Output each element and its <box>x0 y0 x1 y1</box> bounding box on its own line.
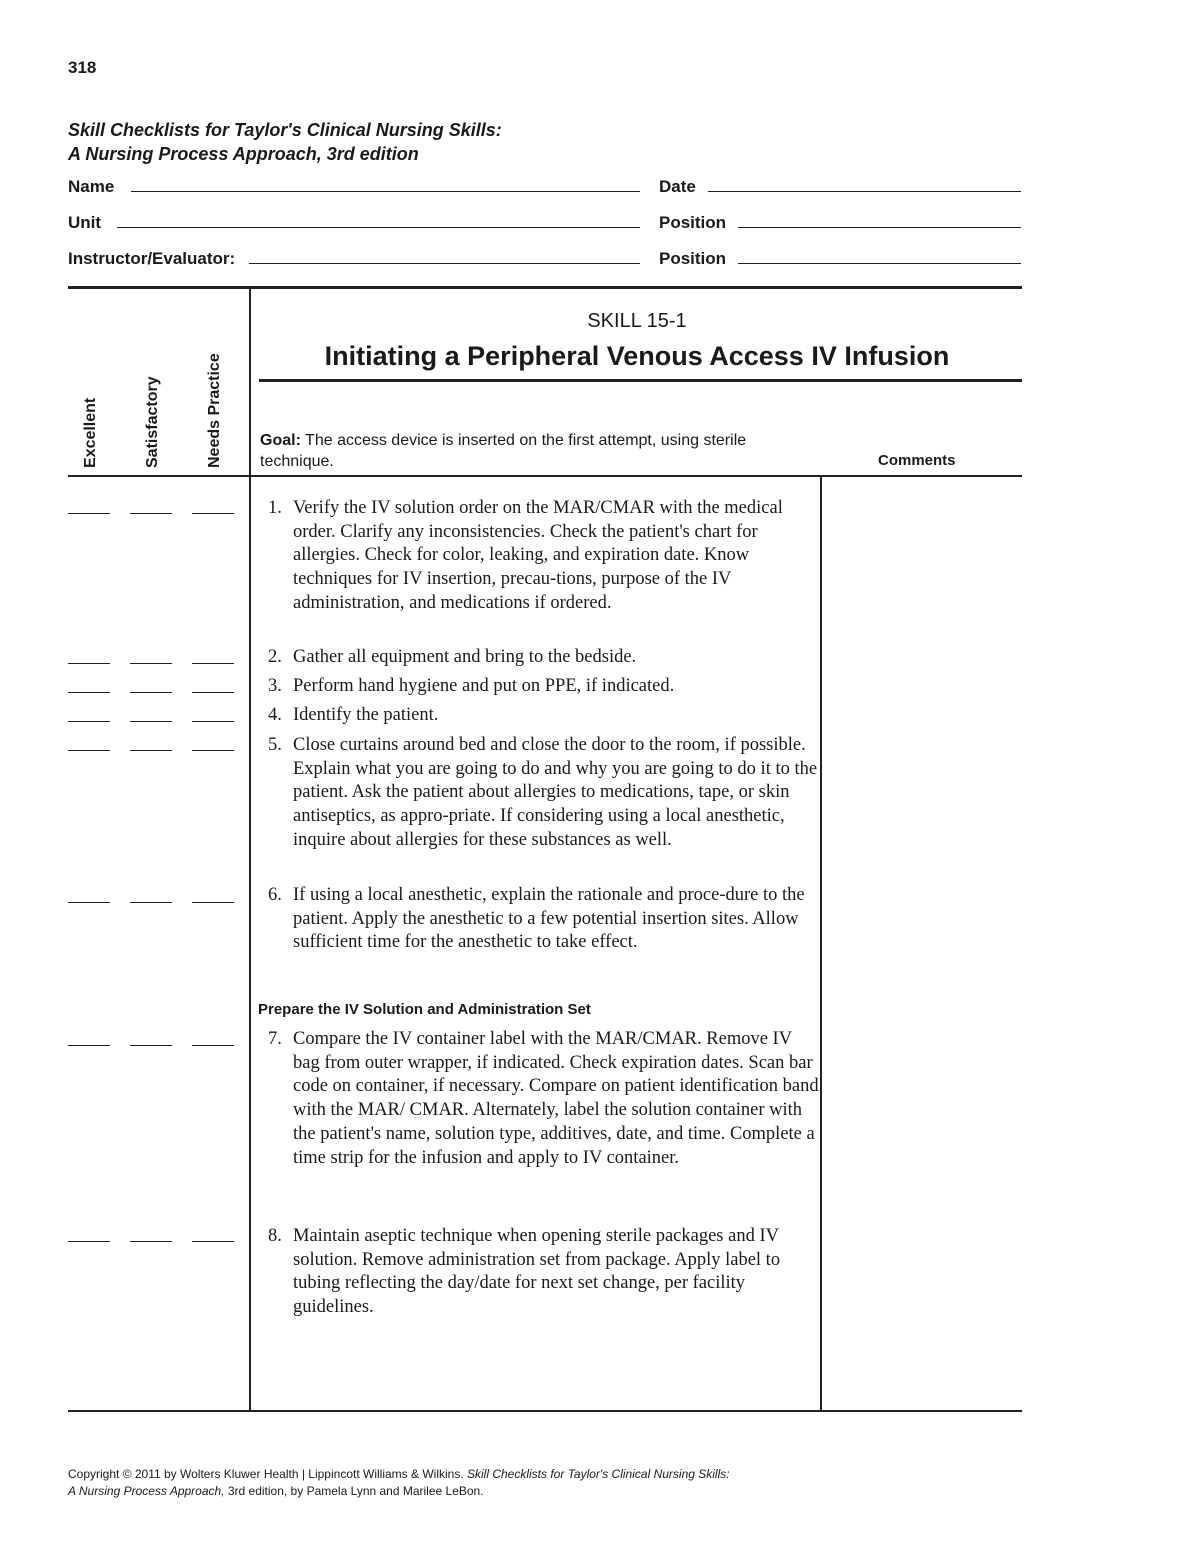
rating-blank-excellent[interactable] <box>68 721 110 722</box>
step-text: Verify the IV solution order on the MAR/CMAR with the medical order. Clarify any inconsistencies. Check the patient's chart for allergies. Check for color, leaking, and expiration date. Know techniques for IV insertion, precau-tions, purpose of the IV administration, and medications if ordered. <box>293 498 783 613</box>
rating-blank-satisfactory[interactable] <box>130 721 172 722</box>
step-4 <box>268 704 820 728</box>
position-label-1: Position <box>659 213 727 232</box>
copyright-book-title: Skill Checklists for Taylor's Clinical Nursing Skills: <box>467 1467 730 1481</box>
step-6 <box>268 884 820 955</box>
copyright-book-subtitle: A Nursing Process Approach, <box>68 1484 225 1498</box>
unit-field[interactable] <box>117 227 640 228</box>
position-field-2[interactable] <box>738 263 1021 264</box>
rating-blank-satisfactory[interactable] <box>130 902 172 903</box>
book-title <box>68 118 502 166</box>
rating-column-divider <box>249 288 251 1410</box>
rating-blank-satisfactory[interactable] <box>130 663 172 664</box>
page-number: 318 <box>68 58 97 77</box>
step-number: 3. <box>268 676 282 696</box>
rating-blank-needs-practice[interactable] <box>192 663 234 664</box>
book-title-line-1: Skill Checklists for Taylor's Clinical Nursing Skills: <box>68 120 502 140</box>
section-heading: Prepare the IV Solution and Administration Set <box>258 1001 591 1018</box>
copyright-line-1 <box>68 1466 730 1483</box>
col-head-satisfactory: Satisfactory <box>144 376 161 468</box>
col-head-excellent: Excellent <box>82 397 99 468</box>
copyright-notice <box>68 1466 730 1500</box>
step-number: 6. <box>268 885 282 905</box>
rating-blank-excellent[interactable] <box>68 902 110 903</box>
name-field[interactable] <box>131 191 640 192</box>
step-number: 5. <box>268 735 282 755</box>
rating-blank-needs-practice[interactable] <box>192 513 234 514</box>
rating-blank-excellent[interactable] <box>68 1045 110 1046</box>
copyright-authors: 3rd edition, by Pamela Lynn and Marilee LeBon. <box>224 1484 484 1498</box>
instructor-label: Instructor/Evaluator: <box>68 249 236 268</box>
table-bottom-rule <box>68 1410 1022 1412</box>
step-text: Gather all equipment and bring to the bedside. <box>293 647 637 667</box>
position-field-1[interactable] <box>738 227 1021 228</box>
step-number: 7. <box>268 1029 282 1049</box>
rating-blank-satisfactory[interactable] <box>130 1045 172 1046</box>
rating-blank-satisfactory[interactable] <box>130 750 172 751</box>
unit-label: Unit <box>68 213 102 232</box>
rating-blank-needs-practice[interactable] <box>192 750 234 751</box>
col-head-needs-practice: Needs Practice <box>206 353 223 468</box>
rating-blank-excellent[interactable] <box>68 750 110 751</box>
step-number: 4. <box>268 705 282 725</box>
rating-blank-needs-practice[interactable] <box>192 1045 234 1046</box>
rating-blank-excellent[interactable] <box>68 692 110 693</box>
rating-blank-needs-practice[interactable] <box>192 721 234 722</box>
step-text: Identify the patient. <box>293 705 439 725</box>
rating-blank-excellent[interactable] <box>68 663 110 664</box>
rating-blank-satisfactory[interactable] <box>130 692 172 693</box>
rating-blank-needs-practice[interactable] <box>192 902 234 903</box>
title-underline <box>259 379 1022 382</box>
step-3 <box>268 675 820 699</box>
book-title-line-2: A Nursing Process Approach, 3rd edition <box>68 144 419 164</box>
step-number: 1. <box>268 498 282 518</box>
goal-text: The access device is inserted on the first attempt, using sterile technique. <box>260 432 747 470</box>
goal-label: Goal: <box>260 432 301 449</box>
step-text: Close curtains around bed and close the door to the room, if possible. Explain what you are going to do and why you are going to do it to the patient. Ask the patient about allergies to medications, tape, or skin antiseptics, as appro-priate. If considering using a local anesthetic, inquire about allergies for these substances as well. <box>293 735 818 850</box>
rating-blank-needs-practice[interactable] <box>192 692 234 693</box>
copyright-text: Copyright © 2011 by Wolters Kluwer Health | Lippincott Williams & Wilkins. <box>68 1467 467 1481</box>
step-text: Compare the IV container label with the MAR/CMAR. Remove IV bag from outer wrapper, if indicated. Check expiration dates. Scan bar code on container, if necessary. Compare on patient identification band with the MAR/ CMAR. Alternately, label the solution container with the patient's name, solution type, additives, date, and time. Complete a time strip for the infusion and apply to IV container. <box>293 1029 819 1168</box>
comments-column-divider <box>820 477 822 1410</box>
step-number: 8. <box>268 1226 282 1246</box>
rating-blank-needs-practice[interactable] <box>192 1241 234 1242</box>
step-text: Maintain aseptic technique when opening sterile packages and IV solution. Remove administration set from package. Apply label to tubing reflecting the day/date for next set change, per facility guidelines. <box>293 1226 781 1318</box>
step-8 <box>268 1225 820 1320</box>
step-number: 2. <box>268 647 282 667</box>
step-text: If using a local anesthetic, explain the rationale and proce-dure to the patient. Apply the anesthetic to a few potential insertion sites. Allow sufficient time for the anesthetic to take effect. <box>293 885 805 953</box>
step-7 <box>268 1028 820 1170</box>
skill-title: Initiating a Peripheral Venous Access IV Infusion <box>324 341 950 371</box>
rating-blank-excellent[interactable] <box>68 513 110 514</box>
instructor-field[interactable] <box>249 263 640 264</box>
name-label: Name <box>68 177 115 196</box>
rating-blank-excellent[interactable] <box>68 1241 110 1242</box>
step-text: Perform hand hygiene and put on PPE, if indicated. <box>293 676 675 696</box>
goal-statement <box>260 430 820 472</box>
step-2 <box>268 646 820 670</box>
rating-blank-satisfactory[interactable] <box>130 513 172 514</box>
step-1 <box>268 497 820 616</box>
copyright-line-2 <box>68 1483 730 1500</box>
date-field[interactable] <box>708 191 1021 192</box>
skill-number: SKILL 15-1 <box>587 310 687 332</box>
table-top-rule <box>68 286 1022 289</box>
step-5 <box>268 734 820 853</box>
position-label-2: Position <box>659 249 727 268</box>
date-label: Date <box>659 177 696 196</box>
header-bottom-rule <box>68 475 1022 477</box>
comments-header: Comments <box>878 452 956 469</box>
rating-blank-satisfactory[interactable] <box>130 1241 172 1242</box>
